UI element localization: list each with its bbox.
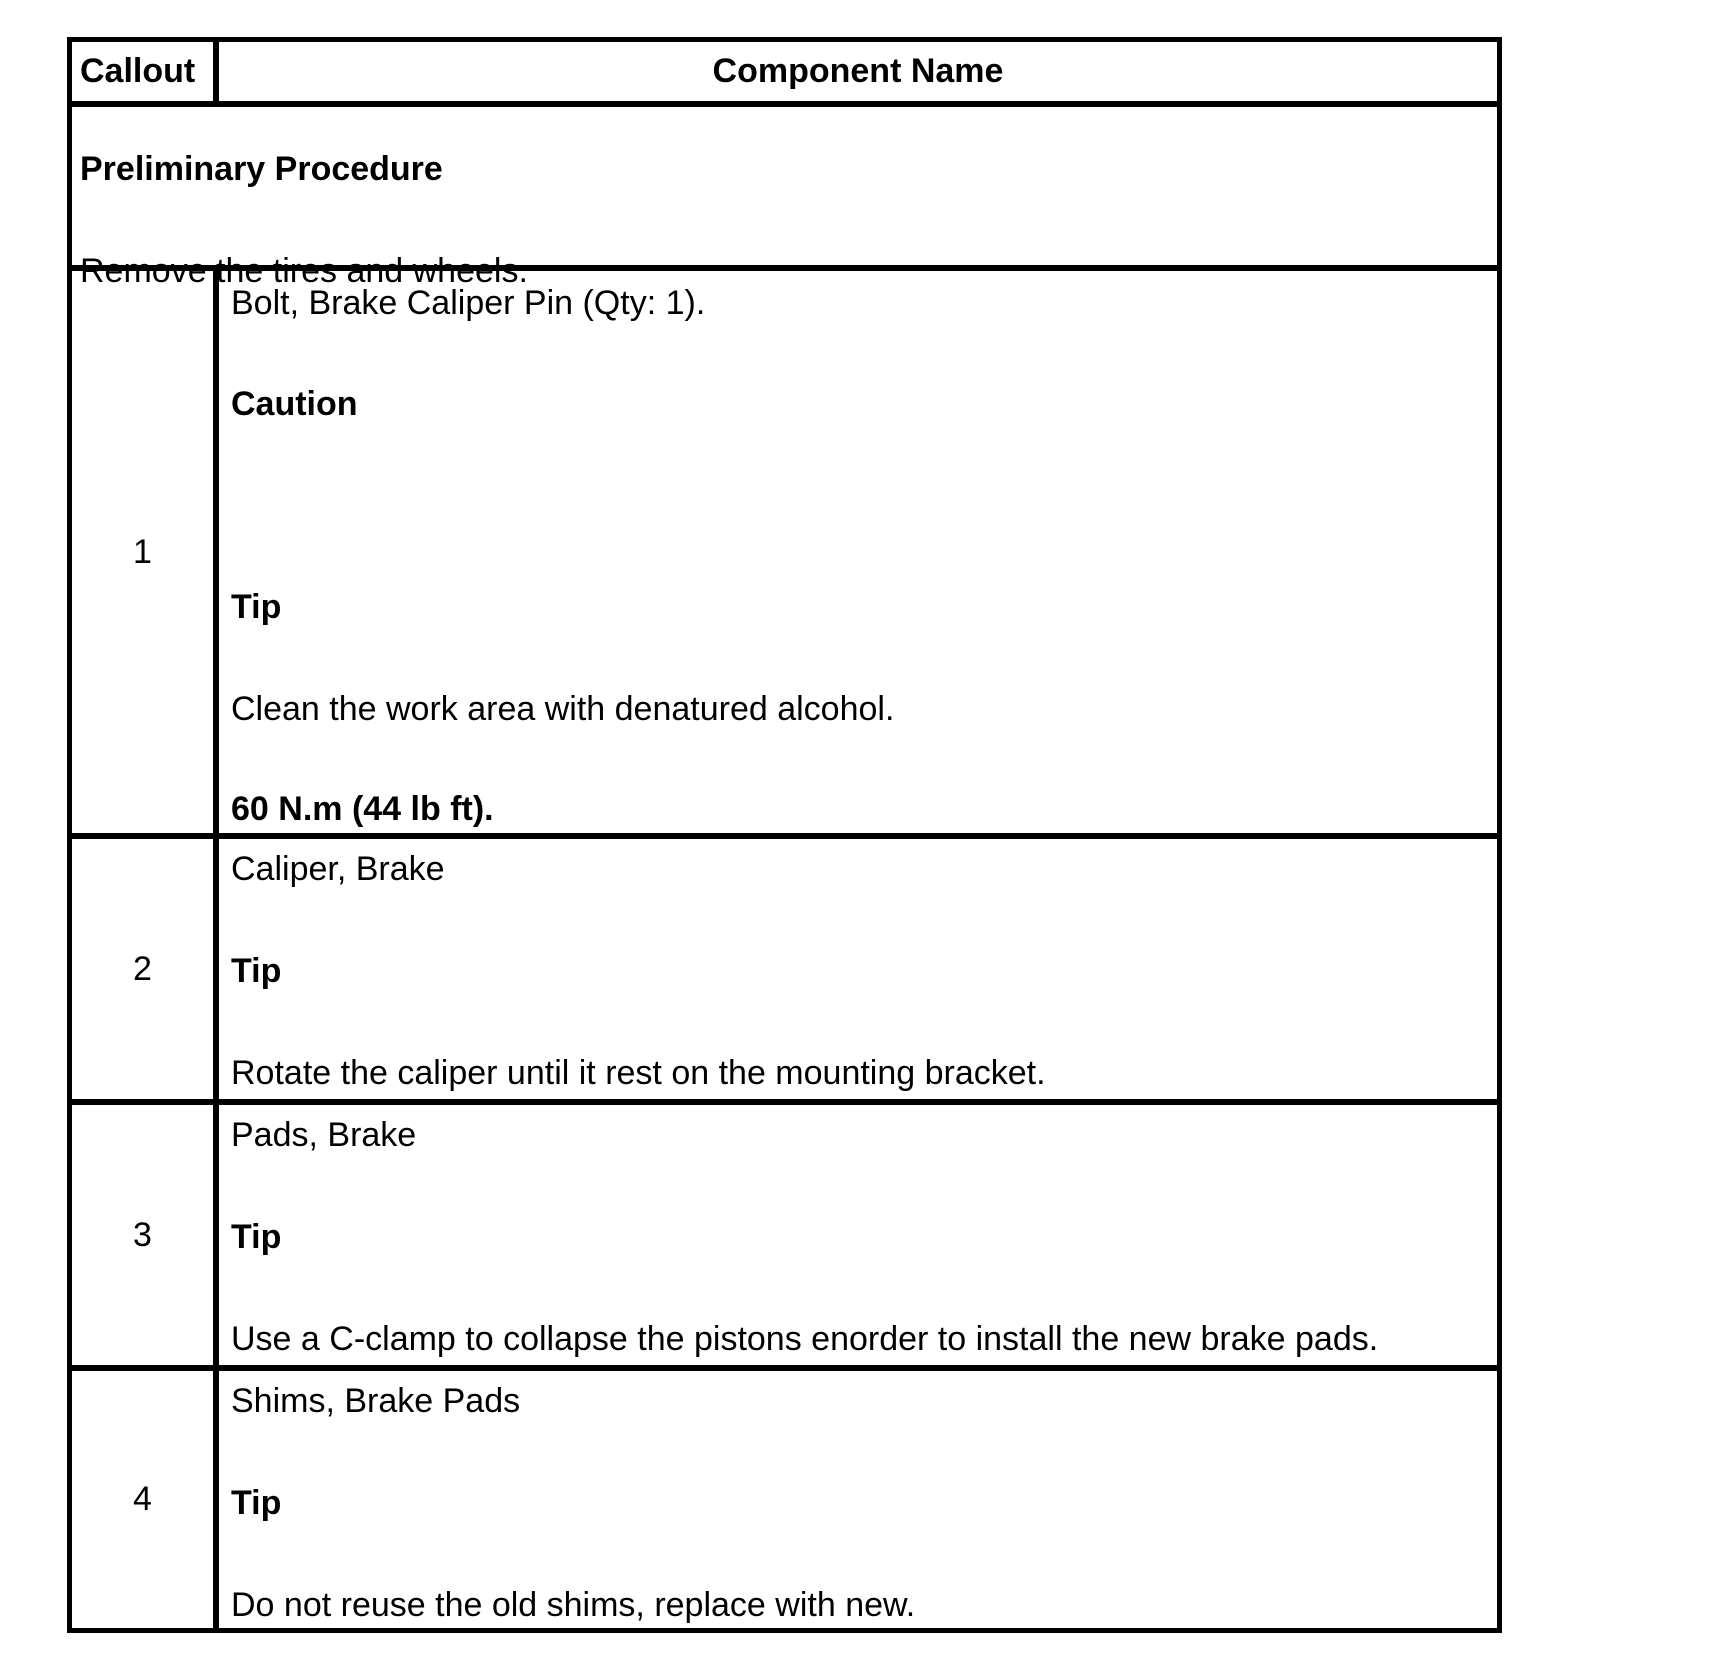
tip-label: Tip [231,1484,282,1522]
callout-number: 1 [72,271,219,833]
header-component-name: Component Name [712,52,1004,90]
component-cell [219,839,1497,1099]
tip-text: Use a C-clamp to collapse the pistons enorder to install the new brake pads. [231,1320,1379,1358]
header-callout: Callout [72,42,219,101]
table-row [72,1371,1497,1628]
table-row [72,271,1497,839]
component-name: Shims, Brake Pads [231,1382,521,1420]
table-row [72,1105,1497,1371]
component-name: Pads, Brake [231,1116,417,1154]
callout-number: 3 [72,1105,219,1365]
table-header-row [72,42,1497,107]
tip-text: Do not reuse the old shims, replace with new. [231,1586,916,1624]
table-row [72,839,1497,1105]
callout-number: 2 [72,839,219,1099]
torque-spec: 60 N.m (44 lb ft). [231,790,494,828]
tip-label: Tip [231,1218,282,1256]
component-cell [219,1105,1497,1365]
component-cell [219,271,1497,833]
preliminary-text: Remove the tires and wheels. [80,252,528,290]
preliminary-title: Preliminary Procedure [80,150,443,188]
preliminary-procedure-section [72,107,1497,290]
component-name: Bolt, Brake Caliper Pin (Qty: 1). [231,284,706,322]
tip-label: Tip [231,588,282,626]
tip-text: Rotate the caliper until it rest on the mounting bracket. [231,1054,1046,1092]
tip-label: Tip [231,952,282,990]
tip-text: Clean the work area with denatured alcohol. [231,690,895,728]
callout-number: 4 [72,1371,219,1628]
procedure-table [67,37,1502,1633]
component-name: Caliper, Brake [231,850,445,888]
caution-label: Caution [231,385,358,423]
component-cell [219,1371,1497,1628]
